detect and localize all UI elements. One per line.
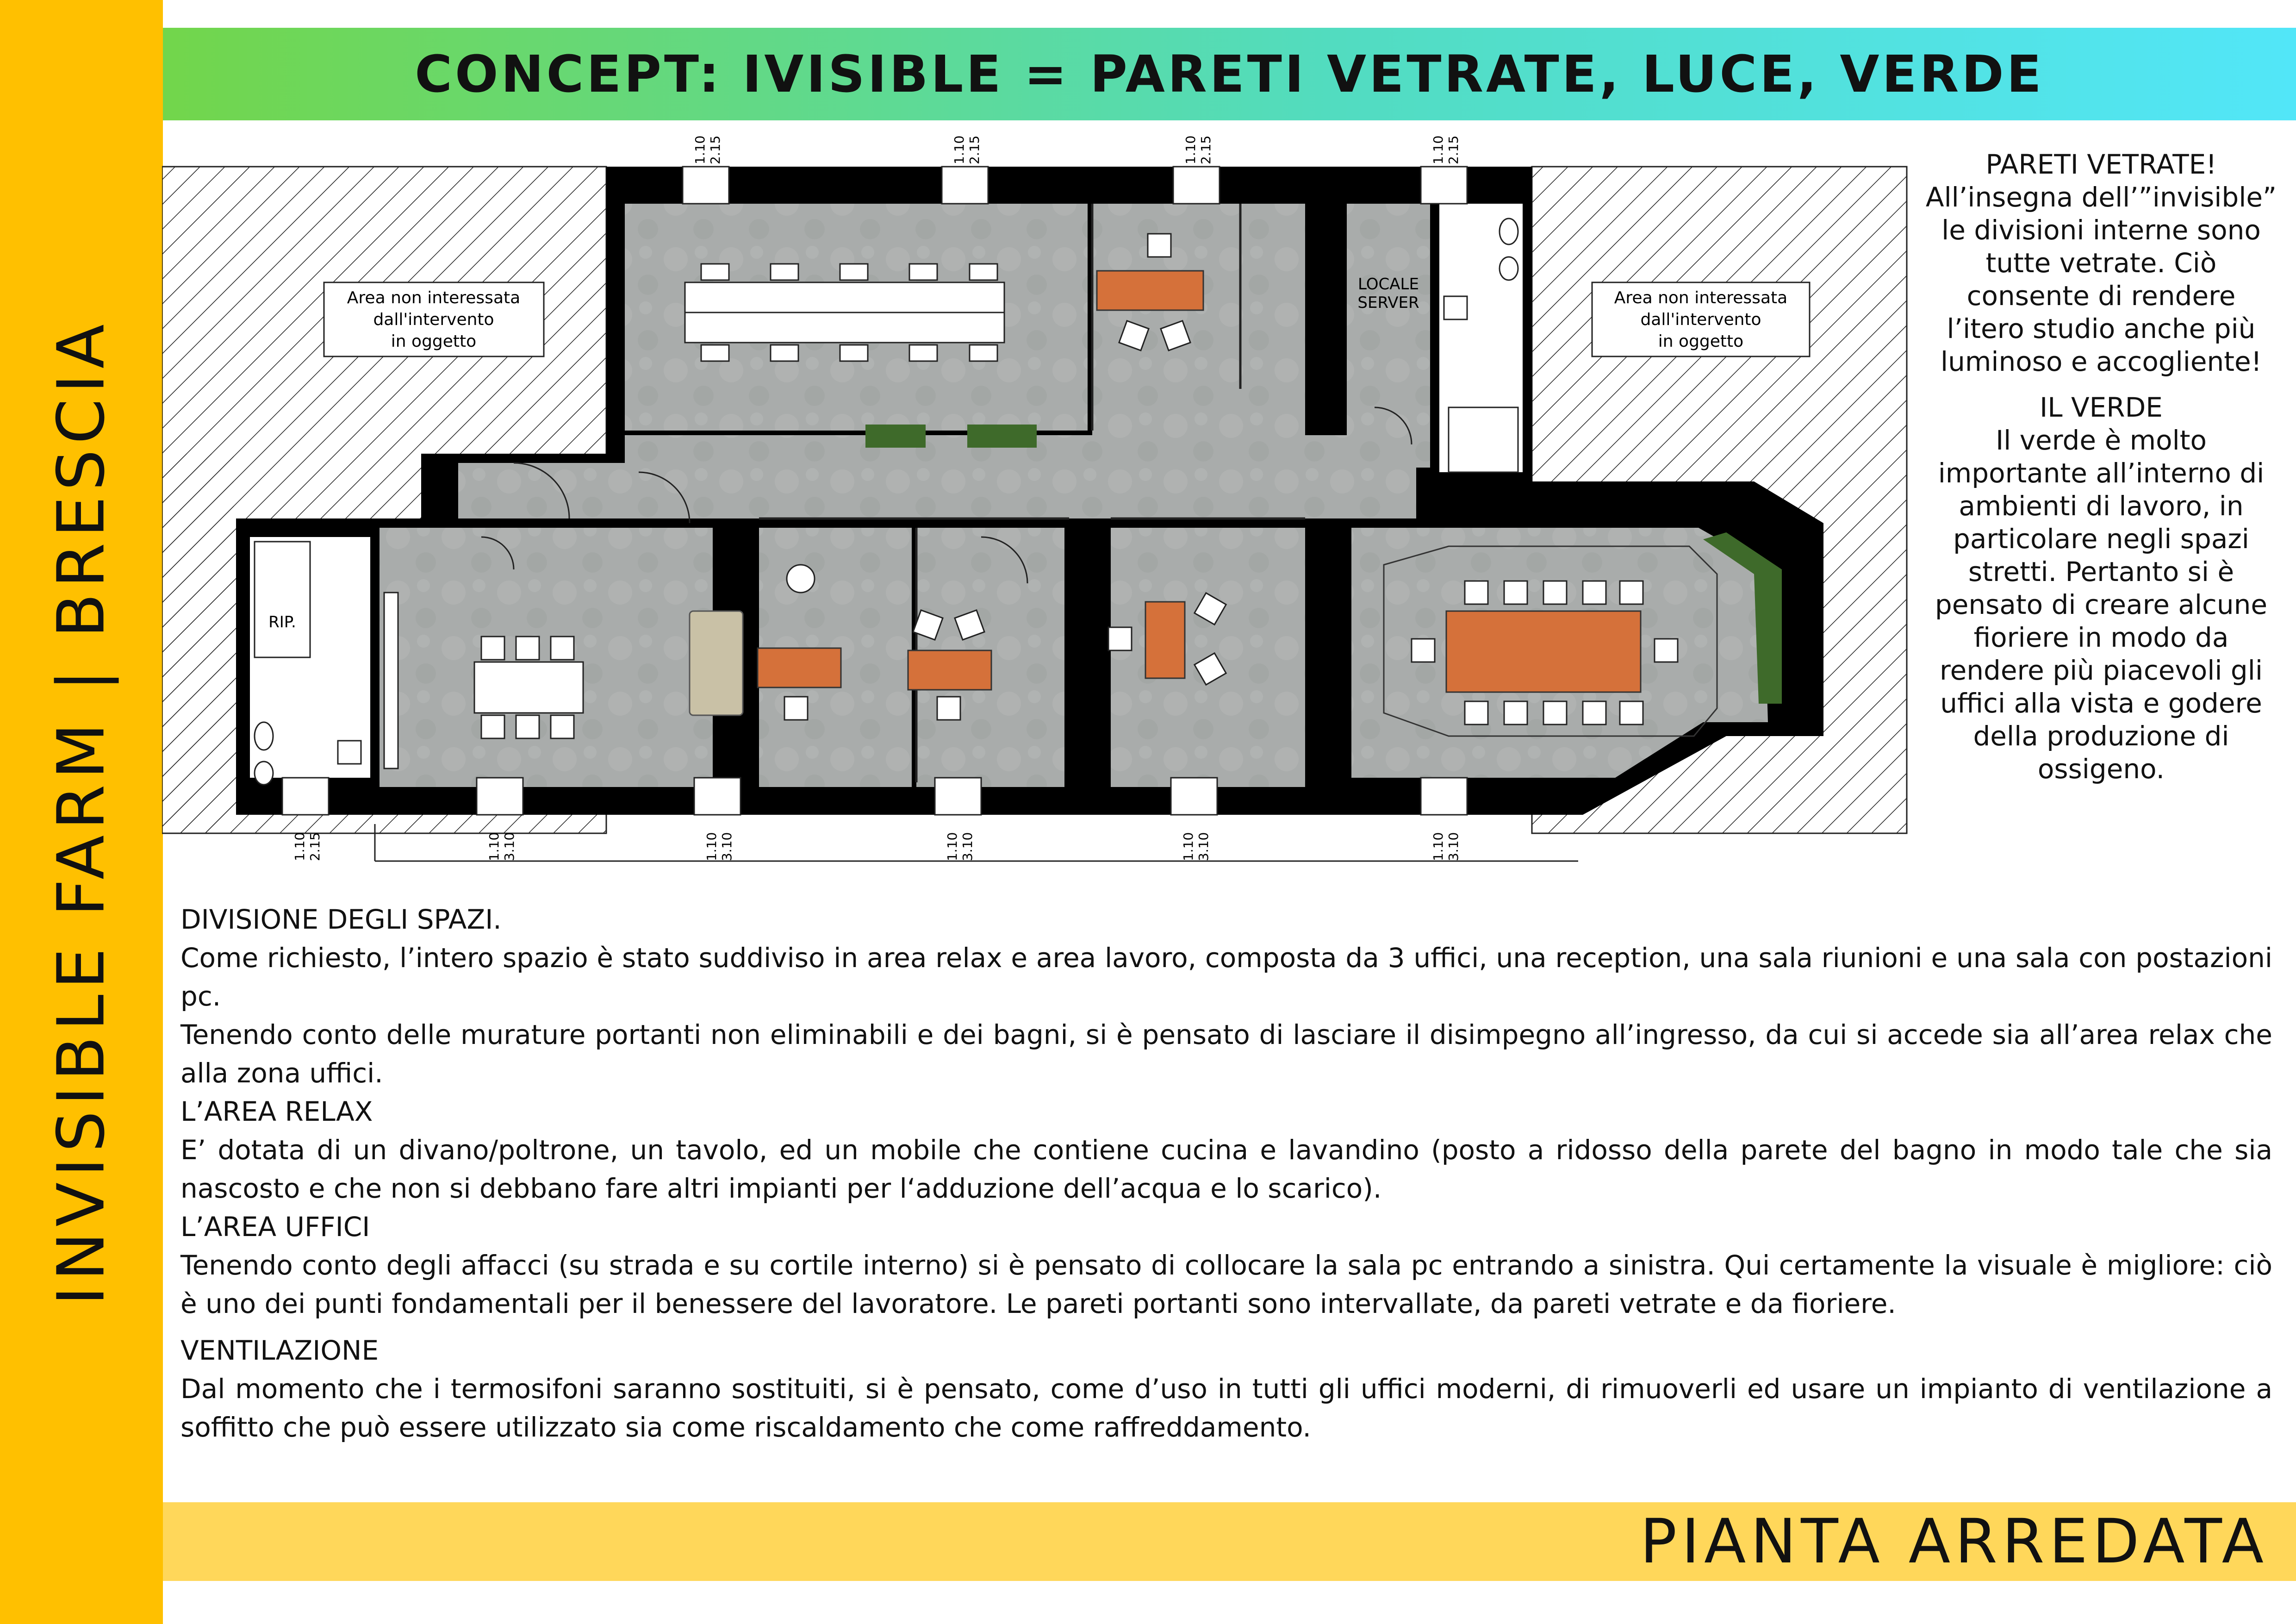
storage-room	[255, 542, 310, 657]
label-line: dall'intervento	[1640, 310, 1761, 329]
chair	[1148, 234, 1171, 257]
window-niche	[1173, 167, 1220, 204]
window-dim: 1.10	[704, 832, 719, 861]
chair	[970, 264, 997, 280]
window-dim: 2.15	[307, 832, 323, 861]
relax-title: L’AREA RELAX	[180, 1096, 373, 1127]
chair	[1620, 701, 1643, 725]
label-line: dall'intervento	[373, 310, 494, 329]
chair	[1543, 581, 1567, 604]
window-niche	[1421, 778, 1467, 815]
reception-desk	[1145, 602, 1185, 678]
chair	[1108, 627, 1132, 650]
description-text	[180, 900, 2272, 1447]
window-niche	[694, 778, 740, 815]
chair	[701, 345, 729, 361]
chair	[481, 637, 504, 660]
window-niche	[683, 167, 729, 204]
chair	[1504, 581, 1527, 604]
window-dim: 1.10	[1181, 832, 1196, 861]
chair	[1465, 581, 1488, 604]
chair	[1583, 701, 1606, 725]
division-paragraph-2: Tenendo conto delle murature portanti non eliminabili e dei bagni, si è pensato di lasciare il disimpegno all’ingresso, da cui si accede sia all’area relax che alla zona uffici.	[180, 1019, 2272, 1089]
window-dim: 1.10	[692, 135, 708, 164]
chair	[516, 715, 539, 738]
floor-server	[1347, 204, 1430, 468]
window-dim: 1.10	[1431, 135, 1446, 164]
window-dim: 2.15	[967, 135, 982, 164]
window-dim: 2.15	[708, 135, 723, 164]
chair	[1412, 639, 1435, 662]
chair	[1465, 701, 1488, 725]
window-dim: 1.10	[486, 832, 502, 861]
window-niche	[282, 778, 329, 815]
shower-icon	[1449, 407, 1518, 472]
toilet-icon	[1500, 219, 1518, 244]
chair	[1583, 581, 1606, 604]
excluded-area-label-left	[324, 282, 544, 356]
chair	[1543, 701, 1567, 725]
server-label: SERVER	[1357, 294, 1419, 312]
chair	[1655, 639, 1678, 662]
green-title: IL VERDE	[2040, 392, 2163, 423]
kitchen-unit	[384, 593, 398, 768]
toilet-icon	[255, 762, 273, 785]
window-dim: 3.10	[502, 832, 517, 861]
window-dim: 1.10	[945, 832, 960, 861]
glass-walls-title: PARETI VETRATE!	[1985, 149, 2217, 180]
offices-paragraph: Tenendo conto degli affacci (su strada e su cortile interno) si è pensato di collocare la sala pc entrando a sinistra. Qui certamente la visuale è migliore: ciò è uno dei punti fondamentali per il benessere del lavoratore. Le pareti portanti sono intervallate, da pareti vetrate e da fioriere.	[180, 1249, 2272, 1319]
green-body: Il verde è molto importante all’interno di ambienti di lavoro, in particolare negli spazi stretti. Pertanto si è pensato di creare alcune fioriere in modo da rendere più piacevoli gli uffici alla vista e godere della produzione di ossigeno.	[1935, 425, 2268, 785]
chair	[784, 697, 808, 720]
desk	[908, 650, 991, 690]
window-dim: 1.10	[952, 135, 967, 164]
sink-icon	[1444, 296, 1467, 319]
server-label: LOCALE	[1358, 275, 1419, 294]
window-dim: 2.15	[1198, 135, 1213, 164]
chair	[481, 715, 504, 738]
window-dim: 2.15	[1446, 135, 1461, 164]
window-niche	[1421, 167, 1467, 204]
side-title: INVISIBLE FARM | BRESCIA	[44, 319, 119, 1305]
toilet-icon	[1500, 257, 1518, 280]
excluded-area-label-right	[1592, 282, 1810, 356]
chair	[701, 264, 729, 280]
chair	[970, 345, 997, 361]
chair	[840, 264, 868, 280]
desk	[1097, 271, 1203, 310]
chair	[840, 345, 868, 361]
meeting-table	[1446, 611, 1641, 692]
chair	[551, 715, 574, 738]
round-plant	[787, 565, 815, 593]
chair	[1504, 701, 1527, 725]
chair	[771, 264, 798, 280]
relax-paragraph: E’ dotata di un divano/poltrone, un tavolo, ed un mobile che contiene cucina e lavandino (posto a ridosso della parete del bagno in modo tale che sia nascosto e che non si debbano fare altri impianti per l‘adduzione dell’acqua e lo scarico).	[180, 1134, 2272, 1204]
window-dim: 1.10	[1431, 832, 1446, 861]
chair	[771, 345, 798, 361]
glass-walls-body: All’insegna dell’”invisible” le divisioni interne sono tutte vetrate. Ciò consente di rendere l’itero studio anche più luminoso e accogliente!	[1925, 181, 2277, 377]
window-dim: 3.10	[960, 832, 975, 861]
chair	[551, 637, 574, 660]
chair	[909, 345, 937, 361]
sofa	[690, 611, 743, 715]
window-niche	[935, 778, 981, 815]
chair	[1620, 581, 1643, 604]
window-dim: 3.10	[719, 832, 734, 861]
ventilation-title: VENTILAZIONE	[180, 1335, 379, 1366]
toilet-icon	[255, 722, 273, 750]
relax-table	[474, 662, 583, 713]
label-line: Area non interessata	[347, 288, 521, 307]
desk	[758, 648, 841, 687]
ventilation-paragraph: Dal momento che i termosifoni saranno sostituiti, si è pensato, come d’uso in tutti gli uffici moderni, di rimuoverli ed usare un impianto di ventilazione a soffitto che può essere utilizzato sia come riscaldamento che come raffreddamento.	[180, 1373, 2272, 1443]
label-line: in oggetto	[391, 332, 477, 351]
label-line: Area non interessata	[1614, 288, 1788, 307]
planter	[967, 425, 1037, 448]
window-niche	[477, 778, 523, 815]
window-dim: 1.10	[1183, 135, 1198, 164]
window-dim: 3.10	[1446, 832, 1461, 861]
concept-title: CONCEPT: IVISIBLE = PARETI VETRATE, LUCE, VERDE	[415, 44, 2044, 104]
division-paragraph-1: Come richiesto, l’intero spazio è stato suddiviso in area relax e area lavoro, composta da 3 uffici, una reception, una sala riunioni e una sala con postazioni pc.	[180, 942, 2272, 1012]
floor-plan	[162, 130, 1925, 870]
right-text-column	[1925, 148, 2277, 799]
storage-label: RIP.	[268, 613, 296, 631]
window-dim: 1.10	[292, 832, 307, 861]
floor-relax	[380, 528, 713, 787]
label-line: in oggetto	[1658, 332, 1744, 351]
offices-title: L’AREA UFFICI	[180, 1211, 370, 1243]
chair	[909, 264, 937, 280]
division-title: DIVISIONE DEGLI SPAZI.	[180, 904, 502, 935]
planter	[865, 425, 926, 448]
window-niche	[942, 167, 988, 204]
plan-title: PIANTA ARREDATA	[1640, 1506, 2268, 1577]
window-dim: 3.10	[1196, 832, 1211, 861]
chair	[937, 697, 960, 720]
sink-icon	[338, 741, 361, 764]
window-niche	[1171, 778, 1217, 815]
chair	[516, 637, 539, 660]
hatch-notch	[162, 454, 234, 833]
